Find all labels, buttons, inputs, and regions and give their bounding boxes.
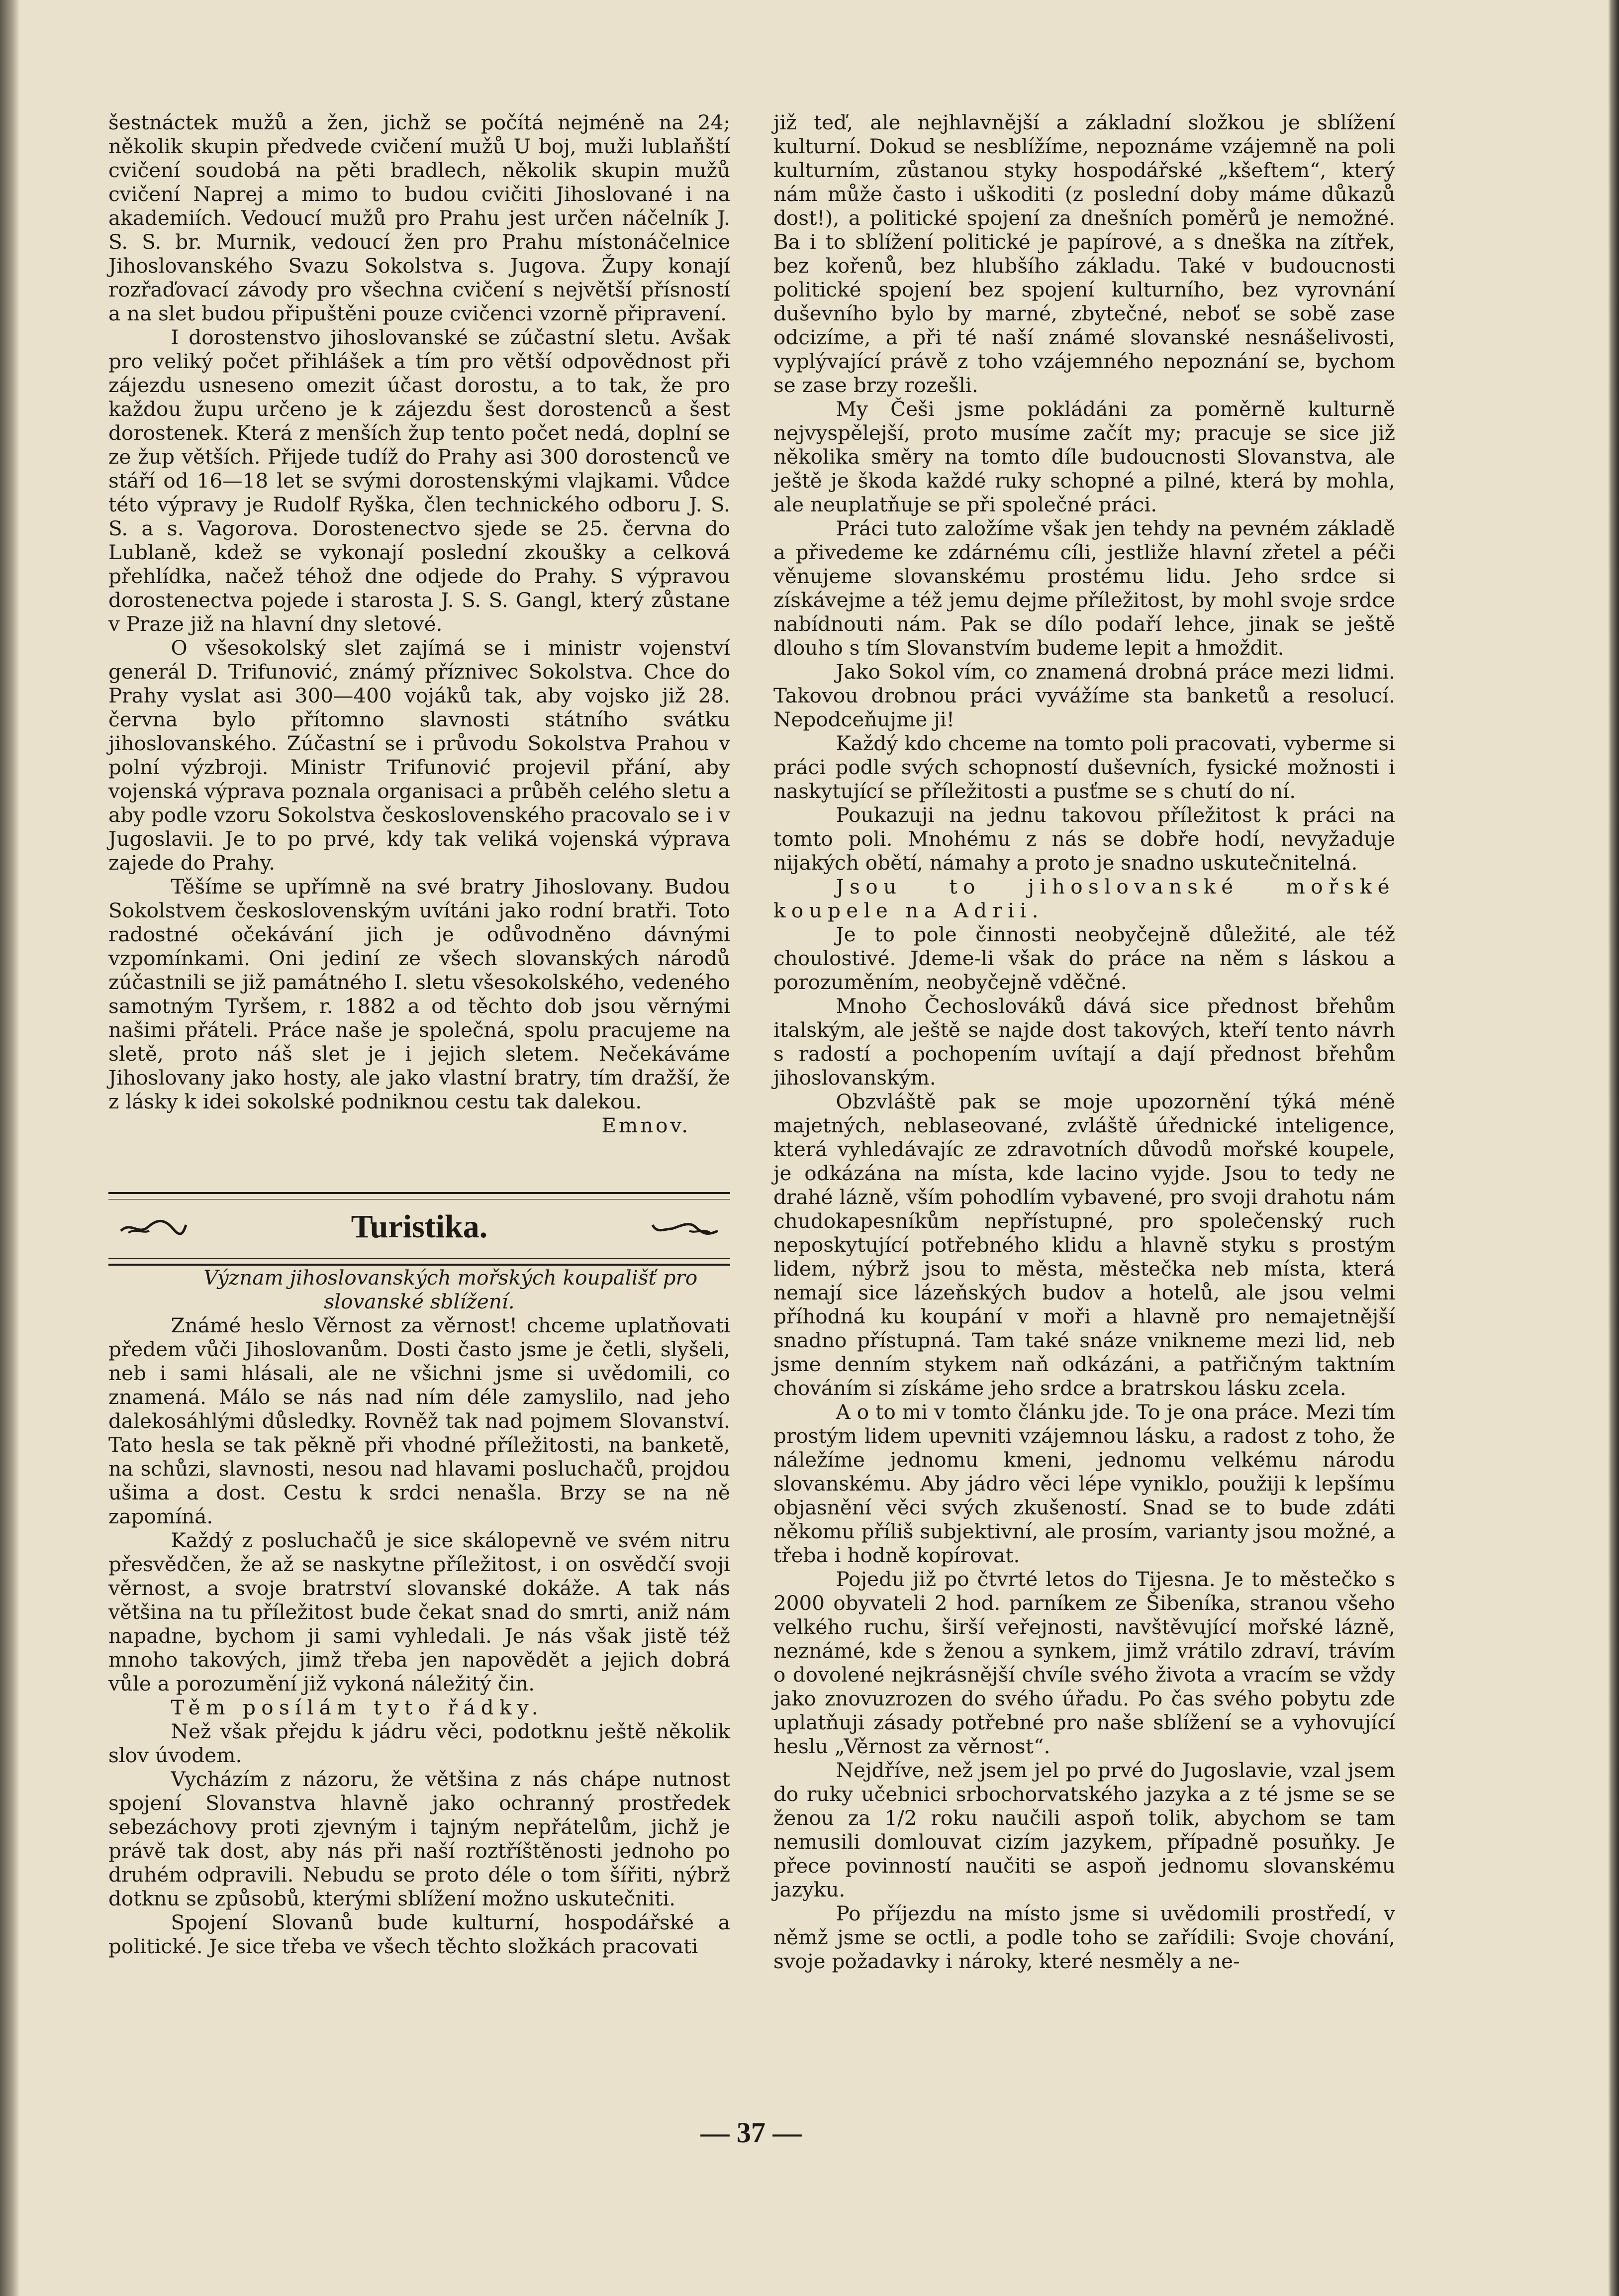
divider bbox=[108, 1258, 730, 1259]
paragraph: A o to mi v tomto článku jde. To je ona práce. Mezi tím prostým lidem upevniti vzájemnou lásku, a radost z toho, že náležíme jednomu kmeni, jednomu velkému národu slovanskému. Aby jádro věci lépe vyniklo, použiji k lepšímu objasnění věci svých zkušeností. Snad se to bude zdáti někomu příliš subjektivní, ale prosím, varianty jsou možné, a třeba i hodně kopírovat. bbox=[773, 1400, 1395, 1567]
paragraph: Mnoho Čechoslováků dává sice přednost břehům italským, ale ještě se najde dost takových, kteří tento návrh s radostí a pochopením uvítají a dají přednost břehům jihoslovanským. bbox=[773, 994, 1395, 1090]
book-binding-shadow bbox=[0, 0, 20, 2296]
spaced-line: Jsou to jihoslovanské mořské koupele na Adrii. bbox=[773, 875, 1395, 922]
paragraph: Po příjezdu na místo jsme si uvědomili prostředí, v němž jsme se octli, a podle toho se zařídili: Svoje chování, svoje požadavky i nároky, které nesměly a ne- bbox=[773, 1901, 1395, 1973]
ornament-right-icon bbox=[651, 1216, 720, 1239]
paragraph: Každý kdo chceme na tomto poli pracovati, vyberme si práci podle svých schopností duševních, fysické možnosti i naskytující se příležitosti a pusťme se s chutí do ní. bbox=[773, 731, 1395, 803]
paragraph: šestnáctek mužů a žen, jichž se počítá nejméně na 24; několik skupin předvede cvičení mužů U boj, muži lublaňští cvičení soudobá na pěti bradlech, několik skupin mužů cvičení Naprej a mimo to budou cvičiti Jihoslované i na akademiích. Vedoucí mužů pro Prahu jest určen náčelník J. S. S. br. Murnik, vedoucí žen pro Prahu místonáčelnice Jihoslovanského Svazu Sokolstva s. Jugova. Župy konají rozřaďovací závody pro všechna cvičení s největší přísností a na slet budou připuštěni pouze cvičenci vzorně připravení. bbox=[108, 110, 730, 325]
paragraph: Spojení Slovanů bude kulturní, hospodářské a politické. Je sice třeba ve všech těchto složkách pracovati bbox=[108, 1910, 730, 1958]
article-title: Význam jihoslovanských mořských koupališť pro slovanské sblížení. bbox=[203, 1266, 698, 1313]
section-title: Turistika. bbox=[351, 1208, 488, 1245]
page-number: — 37 — bbox=[700, 2116, 802, 2149]
paragraph: Obzvláště pak se moje upozornění týká méně majetných, neblaseované, zvláště úřednické inteligence, která vyhledávajíc ze zdravotních důvodů mořské koupele, je odkázána na místa, kde lacino vyjde. Jsou to tedy ne drahé lázně, vším pohodlím vybavené, pro svoji drahotu nám chudokapesníkům nepřístupné, pro společenský ruch neposkytující potřebného klidu a hlavně styku s prostým lidem, nýbrž jsou to města, městečka neb místa, která nemají sice lázeňských budov a hotelů, ale jsou velmi příhodná ku koupání v moři a hlavně pro nemajetnější snadno přístupná. Tam také snáze vnikneme mezi lid, neb jsme denním stykem naň odkázáni, a patřičným taktním chováním si získáme jeho srdce a bratrskou lásku zcela. bbox=[773, 1090, 1395, 1400]
page-edge-shadow bbox=[1608, 0, 1619, 2296]
paragraph: Poukazuji na jednu takovou příležitost k práci na tomto poli. Mnohému z nás se dobře hodí, nevyžaduje nijakých obětí, námahy a proto je snadno uskutečnitelná. bbox=[773, 803, 1395, 875]
paragraph: Je to pole činnosti neobyčejně důležité, ale též choulostivé. Jdeme-li však do práce na něm s láskou a porozuměním, neobyčejně vděčné. bbox=[773, 922, 1395, 994]
signature: Emnov. bbox=[601, 1113, 690, 1137]
paragraph: Jako Sokol vím, co znamená drobná práce mezi lidmi. Takovou drobnou práci vyvážíme sta banketů a resolucí. Nepodceňujme ji! bbox=[773, 660, 1395, 731]
paragraph: My Češi jsme pokládáni za poměrně kulturně nejvyspělejší, proto musíme začít my; pracuje se sice již několika směry na tomto díle budoucnosti Slovanstva, ale ještě je škoda každé ruky schopné a pilné, která by mohla, ale neuplatňuje se při společné práci. bbox=[773, 397, 1395, 516]
paragraph: I dorostenstvo jihoslovanské se zúčastní sletu. Avšak pro veliký počet přihlášek a tím pro větší odpovědnost při zájezdu usneseno omezit účast dorostu, a to tak, že pro každou župu určeno je k zájezdu šest dorostenců a šest dorostenek. Která z menších žup tento počet nedá, doplní se ze žup větších. Přijede tudíž do Prahy asi 300 dorostenců ve stáří od 16—18 let se svými dorostenskými vlajkami. Vůdce této výpravy je Rudolf Ryška, člen technického odboru J. S. S. a s. Vagorova. Dorostenectvo sjede se 25. června do Lublaně, kdež se vykonají poslední zkoušky a celková přehlídka, načež téhož dne odjede do Prahy. S výpravou dorostenectva pojede i starosta J. S. S. Gangl, který zůstane v Praze již na hlavní dny sletové. bbox=[108, 325, 730, 636]
paragraph: Nejdříve, než jsem jel po prvé do Jugoslavie, vzal jsem do ruky učebnici srbochorvatského jazyka a z té jsme se se ženou za 1/2 roku naučili aspoň tolik, abychom se tam nemusili domlouvat cizím jazykem, případně posuňky. Je přece povinností naučiti se aspoň jednomu slovanskému jazyku. bbox=[773, 1758, 1395, 1901]
paragraph: Pojedu již po čtvrté letos do Tijesna. Je to městečko s 2000 obyvateli 2 hod. parníkem ze Šibeníka, stranou všeho velkého ruchu, širší veřejnosti, navštěvující mořské lázně, neznámé, kde s ženou a synkem, jimž vrátilo zdraví, trávím o dovolené nejkrásnější chvíle svého života a vracím se vždy jako znovuzrozen do svého úřadu. Po čas svého pobytu zde uplatňuji zásady potřebné pro naše sblížení se a vyhovující heslu „Věrnost za věrnost“. bbox=[773, 1567, 1395, 1758]
paragraph: Práci tuto založíme však jen tehdy na pevném základě a přivedeme ke zdárnému cíli, jestliže hlavní zřetel a péči věnujeme slovanskému prostému lidu. Jeho srdce si získávejme a též jemu dejme příležitost, by mohl svoje srdce nabídnouti nám. Pak se dílo podaří lehce, jinak se ještě dlouho s tím Slovanstvím budeme lepit a hmoždit. bbox=[773, 516, 1395, 660]
paragraph: Známé heslo Věrnost za věrnost! chceme uplatňovati předem vůči Jihoslovanům. Dosti často jsme je četli, slyšeli, neb i sami hlásali, ale ne všichni jsme si uvědomili, co znamená. Málo se nás nad ním déle zamyslilo, nad jeho dalekosáhlými důsledky. Rovněž tak nad pojmem Slovanství. Tato hesla se tak pěkně při vhodné příležitosti, na banketě, na schůzi, slavnosti, nesou nad hlavami posluchačů, projdou ušima a dost. Cestu k srdci nenašla. Brzy se na ně zapomíná. bbox=[108, 1313, 730, 1528]
paragraph: Než však přejdu k jádru věci, podotknu ještě několik slov úvodem. bbox=[108, 1719, 730, 1767]
right-column bbox=[773, 110, 1395, 1973]
section-header bbox=[108, 1192, 730, 1266]
spaced-line: Těm posílám tyto řádky. bbox=[171, 1696, 544, 1719]
paragraph: O všesokolský slet zajímá se i ministr vojenství generál D. Trifunović, známý příznivec Sokolstva. Chce do Prahy vyslat asi 300—400 vojáků tak, aby vojsko již 28. června bylo přítomno slavnosti státního svátku jihoslovanského. Zúčastní se i průvodu Sokolstva Prahou v polní výzbroji. Ministr Trifunović projevil přání, aby vojenská výprava poznala organisaci a průběh celého sletu a aby podle vzoru Sokolstva československého pracovalo se i v Jugoslavii. Je to po prvé, kdy tak veliká vojenská výprava zajede do Prahy. bbox=[108, 636, 730, 875]
left-column bbox=[108, 110, 730, 1958]
paragraph: již teď, ale nejhlavnější a základní složkou je sblížení kulturní. Dokud se nesblížíme, nepoznáme vzájemně na poli kulturním, zůstanou styky hospodářské „kšeftem“, který nám může často i uškoditi (z poslední doby máme důkazů dost!), a politické spojení za dnešních poměrů je nemožné. Ba i to sblížení politické je papírové, a s dneška na zítřek, bez kořenů, bez hlubšího základu. Také v budoucnosti politické spojení bez spojení kulturního, bez vyrovnání duševního bylo by marné, zbytečné, neboť se sobě zase odcizíme, a při té naší známé slovanské nesnášelivosti, vyplývající právě z toho vzájemného nepoznání se, bychom se zase brzy rozešli. bbox=[773, 110, 1395, 397]
paragraph: Vycházím z názoru, že většina z nás chápe nutnost spojení Slovanstva hlavně jako ochranný prostředek sebezáchovy proti zjevným i tajným nepřátelům, jichž je právě tak dost, aby nás při naší roztříštěnosti jednoho po druhém odpravili. Nebudu se proto déle o tom šířiti, nýbrž dotknu se způsobů, kterými sblížení možno uskutečniti. bbox=[108, 1767, 730, 1910]
paragraph: Těšíme se upřímně na své bratry Jihoslovany. Budou Sokolstvem československým uvítáni jako rodní bratři. Toto radostné očekávání jich je odůvodněno dávnými vzpomínkami. Oni jediní ze všech slovanských národů zúčastnili se již památného I. sletu všesokolského, vedeného samotným Tyršem, r. 1882 a od těchto dob jsou věrnými našimi přáteli. Práce naše je společná, spolu pracujeme na sletě, proto náš slet je i jejich sletem. Nečekáváme Jihoslovany jako hosty, ale jako vlastní bratry, tím dražší, že z lásky k idei sokolské podniknou cestu tak dalekou. bbox=[108, 875, 730, 1113]
paragraph: Každý z posluchačů je sice skálopevně ve svém nitru přesvědčen, že až se naskytne příležitost, i on osvědčí svoji věrnost, a svoje bratrství slovanské dokáže. A tak nás většina na tu příležitost bude čekat snad do smrti, aniž nám napadne, bychom ji sami vyhledali. Je nás však jistě též mnoho takových, jimž třeba jen napovědět a jejich dobrá vůle a porozumění již vykoná náležitý čin. bbox=[108, 1528, 730, 1696]
